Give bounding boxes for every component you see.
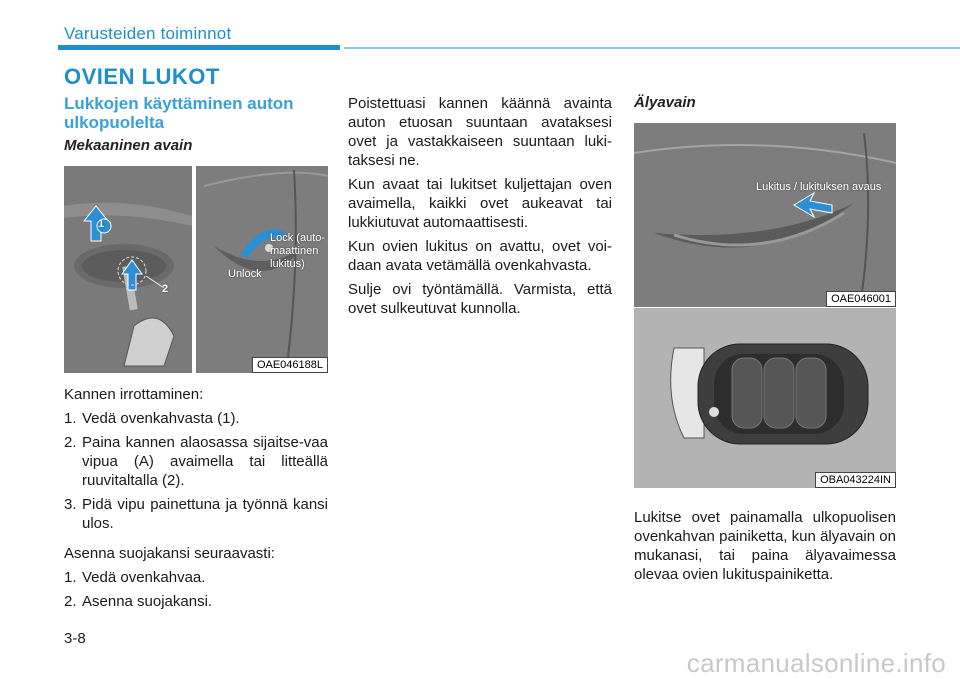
install-title: Asenna suojakansi seuraavasti: (64, 545, 275, 562)
figure-door-handle-illustration (634, 123, 896, 307)
smart-key-paragraph-block (634, 508, 896, 589)
subheading-smart-key: Älyavain (634, 94, 696, 111)
figure-label-lock: Lock (auto- maattinen lukitus) (270, 232, 326, 270)
body-paragraph: Poistettuasi kannen käännä avainta auton etuosan suuntaan avataksesi ovet ja vastakkaiseen suuntaan luki-taksesi ne. (348, 95, 612, 169)
cover-removal-block (64, 385, 328, 538)
figure-label-2: 2 (162, 283, 169, 295)
list-item (64, 592, 328, 611)
body-paragraph: Sulje ovi työntämällä. Varmista, että ovet sulkeutuvat kunnolla. (348, 281, 612, 317)
header-rule-light (344, 47, 960, 49)
list-text: Asenna suojakansi. (82, 593, 213, 610)
install-block (64, 544, 328, 616)
middle-column (348, 94, 612, 323)
list-item (64, 495, 328, 533)
body-paragraph: Kun avaat tai lukitset kuljettajan oven avaimella, kaikki ovet aukeavat tai lukkiutuvat automaattisesti. (348, 176, 612, 231)
figure-code: OAE046001 (826, 291, 896, 307)
chapter-title: OVIEN LUKOT (64, 64, 220, 89)
list-item (64, 568, 328, 587)
watermark: carmanualsonline.info (686, 648, 946, 678)
page-number: 3-8 (64, 630, 86, 647)
figure-label-unlock: Unlock (228, 268, 262, 280)
figure-label-1: 1 (98, 218, 105, 230)
figure-smart-key (634, 308, 896, 488)
figure-mechanical-key (64, 166, 328, 373)
figure-code: OBA043224IN (815, 472, 896, 488)
cover-removal-title: Kannen irrottaminen: (64, 386, 204, 403)
list-item (64, 409, 328, 428)
figure-door-handle (634, 123, 896, 307)
section-label: Varusteiden toiminnot (64, 24, 232, 43)
list-text: Pidä vipu painettuna ja työnnä kansi ulos. (82, 496, 328, 532)
body-paragraph: Lukitse ovet painamalla ulkopuolisen ovenkahvan painiketta, kun älyavain on mukanasi, tai paina älyavaimessa olevaa ovien lukituspainiketta. (634, 509, 896, 583)
list-number: 3. (64, 496, 77, 513)
list-text: Vedä ovenkahvaa. (82, 569, 206, 586)
list-text: Paina kannen alaosassa sijaitse-vaa vipua (A) avaimella tai litteällä ruuvitaltalla (2). (82, 434, 328, 489)
body-paragraph: Kun ovien lukitus on avattu, ovet voi-daan avata vetämällä ovenkahvasta. (348, 238, 612, 274)
list-number: 1. (64, 569, 77, 586)
list-number: 2. (64, 593, 77, 610)
figure-code: OAE046188L (252, 357, 328, 373)
list-number: 2. (64, 434, 77, 451)
subheading-mechanical-key: Mekaaninen avain (64, 137, 193, 154)
smart-key-icon (634, 308, 896, 488)
list-number: 1. (64, 410, 77, 427)
header-rule-accent (58, 45, 340, 50)
figure-label-lock-unlock: Lukitus / lukituksen avaus (756, 181, 882, 193)
list-item (64, 433, 328, 490)
list-text: Vedä ovenkahvasta (1). (82, 410, 240, 427)
section-heading: Lukkojen käyttäminen auton ulkopuolelta (64, 94, 294, 132)
